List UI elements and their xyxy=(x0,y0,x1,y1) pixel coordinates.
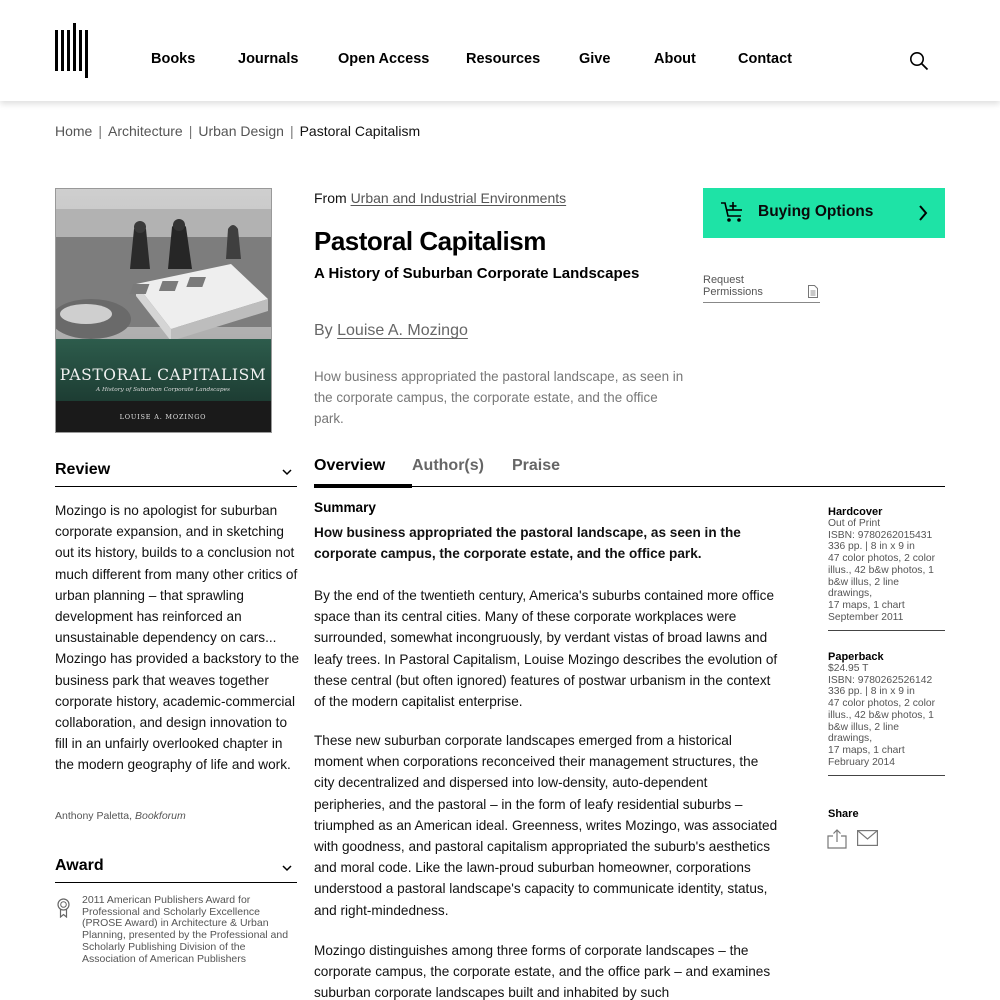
summary-paragraph: By the end of the twentieth century, America's suburbs contained more office space than its central cities. Many of these corporate workplaces were surrounded, somewhat incongruously, by verdant vistas of broad lawns and leafy trees. In Pastoral Capitalism, Louise Mozingo describes the evolution of these central (but often ignored) features of postwar urbanism in the context of the modern capitalist enterprise. xyxy=(314,588,778,710)
breadcrumb-urban-design[interactable]: Urban Design xyxy=(198,123,284,139)
review-accordion-header[interactable] xyxy=(55,459,297,487)
cover-author: LOUISE A. MOZINGO xyxy=(119,413,207,421)
cover-title: PASTORAL CAPITALISM xyxy=(59,366,267,384)
summary-paragraph: Mozingo distinguishes among three forms of corporate landscapes – the corporate campus, the corporate estate, and the office park – and examines suburban corporate landscapes built and inhabited by such xyxy=(314,943,771,1000)
format-detail: 336 pp. | 8 in x 9 in xyxy=(828,686,915,698)
format-paperback xyxy=(828,651,945,768)
author-link[interactable]: Louise A. Mozingo xyxy=(337,322,468,339)
book-cover xyxy=(55,188,272,433)
tab-authors[interactable]: Author(s) xyxy=(412,457,484,474)
buying-options-label: Buying Options xyxy=(758,203,874,220)
format-detail: 47 color photos, 2 color xyxy=(828,553,936,565)
by-label: By xyxy=(314,322,333,339)
divider xyxy=(828,775,945,776)
book-cover-image xyxy=(56,189,271,432)
tab-overview[interactable]: Overview xyxy=(314,457,386,474)
format-isbn: ISBN: 9780262015431 xyxy=(828,529,933,541)
summary-paragraph: These new suburban corporate landscapes emerged from a historical moment when corporations reconceived their management structures, the city decentralized and dispersed into low-density, auto-dependent peripheries, and the pastoral – in the form of leafy residential suburbs – triumphed as an American ideal. Greenness, writes Mozingo, was associated with goodness, and pastoral capitalism appropriated the suburb's aesthetics and moral code. Like the lawn-proud suburban homeowner, corporations understood a pastoral landscape's capacity to communicate identity, status, and right-mindedness. xyxy=(314,733,778,918)
book-blurb: How business appropriated the pastoral landscape, as seen in the corporate campus, the corporate estate, and the office park. xyxy=(314,369,684,426)
book-subtitle: A History of Suburban Corporate Landscapes xyxy=(314,265,640,282)
breadcrumb-current: Pastoral Capitalism xyxy=(299,123,421,139)
format-detail: illus., 42 b&w photos, 1 xyxy=(828,564,934,576)
request-permissions-link[interactable] xyxy=(703,275,820,303)
search-icon[interactable] xyxy=(909,51,929,71)
breadcrumb xyxy=(55,123,420,139)
nav-contact[interactable]: Contact xyxy=(738,51,792,67)
award-heading: Award xyxy=(55,857,104,874)
format-detail: 336 pp. | 8 in x 9 in xyxy=(828,541,915,553)
nav-give[interactable]: Give xyxy=(579,51,611,67)
format-name: Paperback xyxy=(828,651,884,663)
chevron-down-icon xyxy=(281,466,293,478)
share-icon[interactable] xyxy=(827,829,847,849)
review-text: Mozingo is no apologist for suburban corporate expansion, and in sketching out its history, builds to a conclusion not much different from many other critics of urban planning – that sprawling development has reinforced an unsustainable dependency on cars... Mozingo has provided a backstory to the business park that weaves together corporate history, academic-commercial collaboration, and design innovation to fill in an unfairly overlooked chapter in the modern geography of life and work. xyxy=(55,503,300,773)
award-ribbon-icon xyxy=(56,898,71,918)
format-price: $24.95 T xyxy=(828,663,869,674)
series-link[interactable]: Urban and Industrial Environments xyxy=(350,190,567,206)
tab-praise[interactable]: Praise xyxy=(512,457,561,474)
format-detail: b&w illus, 2 line drawings, xyxy=(828,576,899,600)
cart-icon xyxy=(721,201,745,223)
format-detail: 17 maps, 1 chart xyxy=(828,744,905,756)
chevron-down-icon xyxy=(281,862,293,874)
review-attribution-source: Bookforum xyxy=(134,810,186,822)
award-text: 2011 American Publishers Award for Professional and Scholarly Excellence (PROSE Award) in Architecture & Urban Planning, presented by the Professional and Scholarly Publishing Division of the Association of American Publishers xyxy=(82,894,289,965)
divider xyxy=(828,630,945,631)
review-attribution xyxy=(55,810,186,822)
chevron-right-icon xyxy=(918,205,928,221)
nav-resources[interactable]: Resources xyxy=(466,51,541,67)
award-accordion-header[interactable] xyxy=(55,855,297,883)
format-detail: 17 maps, 1 chart xyxy=(828,599,905,611)
buying-options-button[interactable] xyxy=(703,188,945,238)
nav-books[interactable]: Books xyxy=(151,51,196,67)
review-heading: Review xyxy=(55,461,111,478)
format-isbn: ISBN: 9780262526142 xyxy=(828,674,933,686)
nav-about[interactable]: About xyxy=(654,51,696,67)
series-line xyxy=(314,190,566,206)
breadcrumb-home[interactable]: Home xyxy=(55,123,93,139)
main-nav xyxy=(0,51,1000,71)
mail-icon[interactable] xyxy=(857,830,878,846)
request-permissions-label: Request Permissions xyxy=(703,274,763,298)
nav-journals[interactable]: Journals xyxy=(238,51,299,67)
active-tab-indicator xyxy=(314,484,412,488)
format-detail: Out of Print xyxy=(828,518,881,529)
share-label: Share xyxy=(828,808,859,820)
cover-subtitle: A History of Suburban Corporate Landscapes xyxy=(95,387,231,393)
format-date: September 2011 xyxy=(828,611,904,623)
format-detail: 47 color photos, 2 color xyxy=(828,698,936,710)
byline xyxy=(314,322,468,340)
from-label: From xyxy=(314,190,347,206)
document-icon xyxy=(808,285,818,298)
book-title: Pastoral Capitalism xyxy=(314,226,546,256)
breadcrumb-architecture[interactable]: Architecture xyxy=(108,123,183,139)
summary-lead: How business appropriated the pastoral landscape, as seen in the corporate campus, the corporate estate, and the office park. xyxy=(314,525,741,562)
nav-open-access[interactable]: Open Access xyxy=(338,51,430,67)
summary-label: Summary xyxy=(314,500,376,515)
site-header xyxy=(0,0,1000,101)
review-attribution-name: Anthony Paletta, xyxy=(55,810,133,822)
format-hardcover xyxy=(828,506,945,623)
breadcrumb-separator: | xyxy=(98,123,102,139)
breadcrumb-separator: | xyxy=(289,123,294,139)
format-name: Hardcover xyxy=(828,506,883,518)
format-date: February 2014 xyxy=(828,756,895,768)
format-detail: illus., 42 b&w photos, 1 xyxy=(828,709,934,721)
content-tabs xyxy=(314,455,945,487)
format-detail: b&w illus, 2 line drawings, xyxy=(828,721,899,745)
breadcrumb-separator: | xyxy=(188,123,193,139)
